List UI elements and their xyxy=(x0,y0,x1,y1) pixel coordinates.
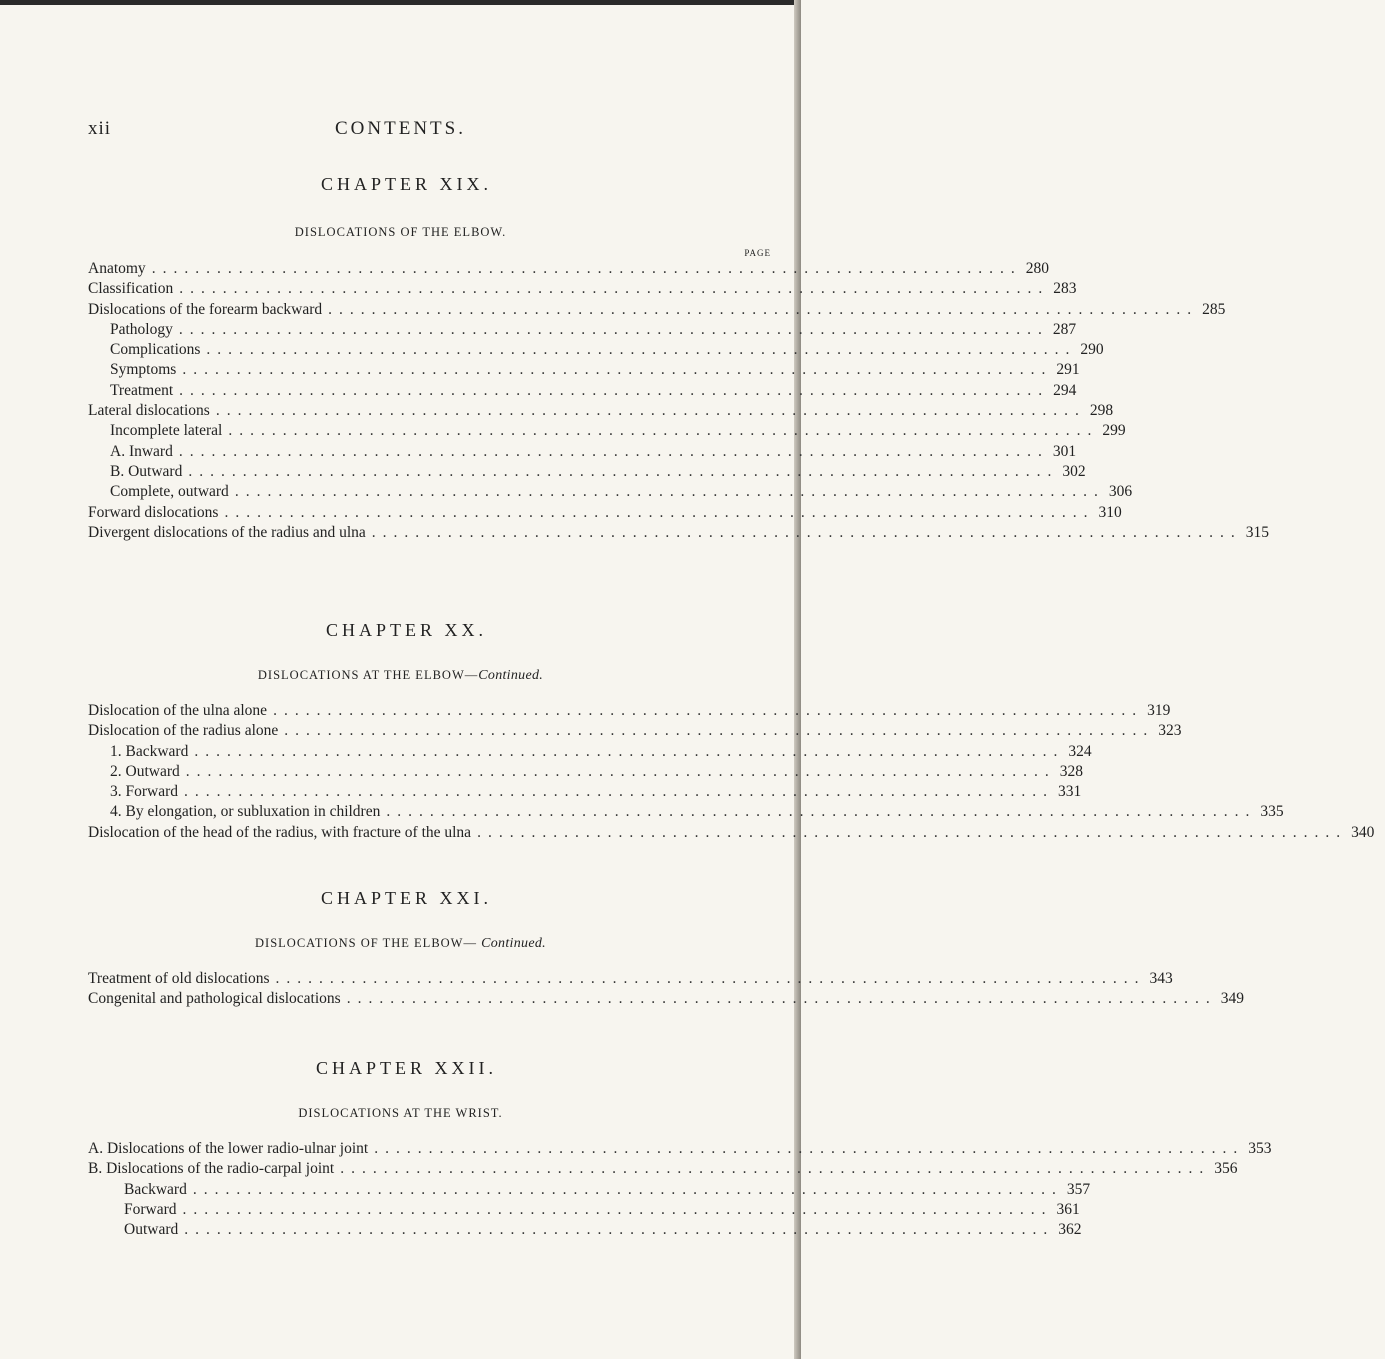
chapter-title: CHAPTER XIX. xyxy=(320,174,492,194)
toc-entry xyxy=(88,969,1173,989)
toc-entry-page: 315 xyxy=(1245,523,1270,541)
toc-list xyxy=(88,259,1270,543)
chapter-title: CHAPTER XX. xyxy=(325,620,487,640)
toc-entry xyxy=(88,721,1182,741)
toc-entry-title: Complete, outward xyxy=(110,483,229,501)
dot-leader: ................................................................................ xyxy=(184,1221,1055,1239)
toc-entry-title: 4. By elongation, or subluxation in children xyxy=(110,803,381,821)
toc-entry-page: 362 xyxy=(1058,1221,1082,1239)
toc-entry xyxy=(88,802,1284,822)
dot-leader: ................................................................................ xyxy=(273,702,1144,719)
toc-entry xyxy=(88,401,1114,421)
toc-entry-title: B. Outward xyxy=(110,462,183,480)
toc-entry-page: 283 xyxy=(1053,280,1077,298)
toc-entry-page: 291 xyxy=(1056,361,1080,379)
chapter-title: CHAPTER XXII. xyxy=(316,1058,497,1078)
toc-entry xyxy=(88,421,1126,441)
chapter-subtitle: DISLOCATIONS AT THE WRIST. xyxy=(298,1106,503,1120)
dot-leader: ................................................................................ xyxy=(178,320,1049,338)
toc-entry-page: 353 xyxy=(1248,1140,1272,1157)
toc-entry-title: Dislocations of the forearm backward xyxy=(88,300,323,318)
dot-leader: ................................................................................ xyxy=(346,990,1217,1008)
dot-leader: ................................................................................ xyxy=(234,483,1105,501)
toc-entry-page: 301 xyxy=(1052,442,1077,460)
chapter-title: CHAPTER XXI. xyxy=(320,888,492,908)
page-column-label: PAGE xyxy=(744,248,771,258)
dot-leader: ................................................................................ xyxy=(194,742,1065,760)
toc-entry xyxy=(88,989,1244,1009)
chapter-22 xyxy=(0,1056,1272,1240)
toc-entry-title: Forward xyxy=(124,1200,177,1218)
toc-entry xyxy=(88,360,1080,380)
toc-entry-title: 3. Forward xyxy=(110,783,179,801)
toc-entry-title: Treatment xyxy=(110,381,174,399)
dot-leader: ................................................................................ xyxy=(206,341,1077,359)
toc-entry xyxy=(88,782,1082,802)
toc-entry-page: 343 xyxy=(1149,970,1173,987)
toc-entry-title: A. Dislocations of the lower radio-ulnar joint xyxy=(88,1140,369,1157)
toc-entry xyxy=(88,1200,1080,1220)
dot-leader: ................................................................................ xyxy=(184,783,1055,801)
toc-entry xyxy=(88,742,1092,762)
dot-leader: ................................................................................ xyxy=(151,260,1022,277)
toc-entry-page: 287 xyxy=(1052,320,1077,338)
chapter-19 xyxy=(0,172,1270,543)
toc-entry-title: Symptoms xyxy=(110,361,177,379)
toc-entry xyxy=(88,503,1122,523)
chapter-21 xyxy=(0,886,1244,1010)
toc-entry-page: 290 xyxy=(1080,341,1104,359)
toc-entry-page: 323 xyxy=(1158,722,1182,740)
toc-entry xyxy=(88,462,1086,482)
dot-leader: ................................................................................ xyxy=(371,523,1242,541)
toc-entry-title: 1. Backward xyxy=(110,742,189,760)
toc-entry-page: 285 xyxy=(1202,300,1226,318)
dot-leader: ................................................................................ xyxy=(179,280,1050,298)
toc-entry xyxy=(88,300,1226,320)
toc-entry-title: Lateral dislocations xyxy=(88,402,210,420)
toc-entry xyxy=(88,1220,1082,1240)
dot-leader: ................................................................................ xyxy=(178,442,1049,460)
toc-entry-title: Dislocation of the radius alone xyxy=(88,722,279,740)
chapter-subtitle: DISLOCATIONS OF THE ELBOW. xyxy=(294,225,507,239)
toc-entry-page: 356 xyxy=(1214,1160,1238,1178)
toc-entry-title: Complications xyxy=(110,341,201,359)
toc-entry-page: 340 xyxy=(1351,823,1375,841)
chapter-subtitle: DISLOCATIONS AT THE ELBOW—Continued. xyxy=(257,668,544,683)
dot-leader: ................................................................................ xyxy=(182,1200,1053,1218)
dot-leader: ................................................................................ xyxy=(215,402,1086,420)
toc-entry-page: 319 xyxy=(1147,702,1171,719)
dot-leader: ................................................................................ xyxy=(374,1140,1245,1157)
toc-entry-page: 310 xyxy=(1098,503,1122,521)
toc-entry-page: 299 xyxy=(1102,422,1126,440)
toc-entry-page: 298 xyxy=(1089,402,1114,420)
dot-leader: ................................................................................ xyxy=(179,381,1050,399)
toc-entry xyxy=(88,442,1077,462)
toc-entry-title: Forward dislocations xyxy=(88,503,219,521)
toc-entry-title: Classification xyxy=(88,280,174,298)
toc-list xyxy=(88,969,1244,1010)
dot-leader: ................................................................................ xyxy=(386,803,1257,821)
dot-leader: ................................................................................ xyxy=(228,422,1099,440)
toc-entry-title: Pathology xyxy=(110,320,173,338)
dot-leader: ................................................................................ xyxy=(185,762,1056,780)
toc-entry-title: Dislocation of the head of the radius, with fracture of the ulna xyxy=(88,823,472,841)
toc-entry xyxy=(88,762,1083,782)
dot-leader: ................................................................................ xyxy=(188,462,1059,480)
toc-list xyxy=(88,701,1375,843)
dot-leader: ................................................................................ xyxy=(340,1160,1211,1178)
toc-entry xyxy=(88,701,1171,721)
toc-entry xyxy=(88,320,1077,340)
toc-entry-page: 294 xyxy=(1053,381,1077,399)
toc-entry-page: 361 xyxy=(1056,1200,1080,1218)
toc-entry-page: 280 xyxy=(1025,260,1049,277)
dot-leader: ................................................................................ xyxy=(284,722,1155,740)
toc-entry xyxy=(88,1159,1238,1179)
toc-entry-title: Divergent dislocations of the radius and ulna xyxy=(88,523,366,541)
toc-entry-page: 324 xyxy=(1068,742,1092,760)
toc-entry-page: 302 xyxy=(1062,462,1086,480)
toc-entry xyxy=(88,823,1375,843)
toc-entry-title: Anatomy xyxy=(88,260,146,277)
toc-entry-page: 331 xyxy=(1058,783,1082,801)
dot-leader: ................................................................................ xyxy=(192,1180,1063,1198)
toc-entry-page: 357 xyxy=(1066,1180,1091,1198)
toc-entry-title: Dislocation of the ulna alone xyxy=(88,702,268,719)
dot-leader: ................................................................................ xyxy=(328,300,1199,318)
toc-entry-title: Incomplete lateral xyxy=(110,422,223,440)
toc-entry-page: 335 xyxy=(1260,803,1284,821)
toc-entry-page: 349 xyxy=(1220,990,1244,1008)
page-number: xii xyxy=(88,118,112,139)
toc-entry xyxy=(88,1139,1272,1159)
toc-entry xyxy=(88,1180,1091,1200)
toc-entry xyxy=(88,381,1077,401)
toc-entry-title: Treatment of old dislocations xyxy=(88,970,270,987)
toc-entry-title: Congenital and pathological dislocations xyxy=(88,990,341,1008)
toc-entry-title: Backward xyxy=(124,1180,187,1198)
toc-entry-page: 328 xyxy=(1059,762,1083,780)
toc-entry xyxy=(88,340,1104,360)
top-rule xyxy=(0,0,801,5)
toc-entry xyxy=(88,523,1270,543)
page-header xyxy=(0,118,801,142)
toc-entry-title: B. Dislocations of the radio-carpal joint xyxy=(88,1160,335,1178)
chapter-subtitle: DISLOCATIONS OF THE ELBOW— Continued. xyxy=(255,936,546,951)
dot-leader: ................................................................................ xyxy=(182,361,1053,379)
toc-entry-page: 306 xyxy=(1108,483,1133,501)
toc-entry xyxy=(88,482,1133,502)
dot-leader: ................................................................................ xyxy=(224,503,1095,521)
toc-entry xyxy=(88,259,1049,279)
toc-entry-title: 2. Outward xyxy=(110,762,180,780)
toc-entry xyxy=(88,279,1077,299)
chapter-20 xyxy=(0,618,1375,843)
dot-leader: ................................................................................ xyxy=(275,970,1146,987)
dot-leader: ................................................................................ xyxy=(477,823,1348,841)
toc-entry-title: Outward xyxy=(124,1221,179,1239)
running-title: CONTENTS. xyxy=(335,118,466,139)
toc-entry-title: A. Inward xyxy=(110,442,173,460)
toc-list xyxy=(88,1139,1272,1240)
